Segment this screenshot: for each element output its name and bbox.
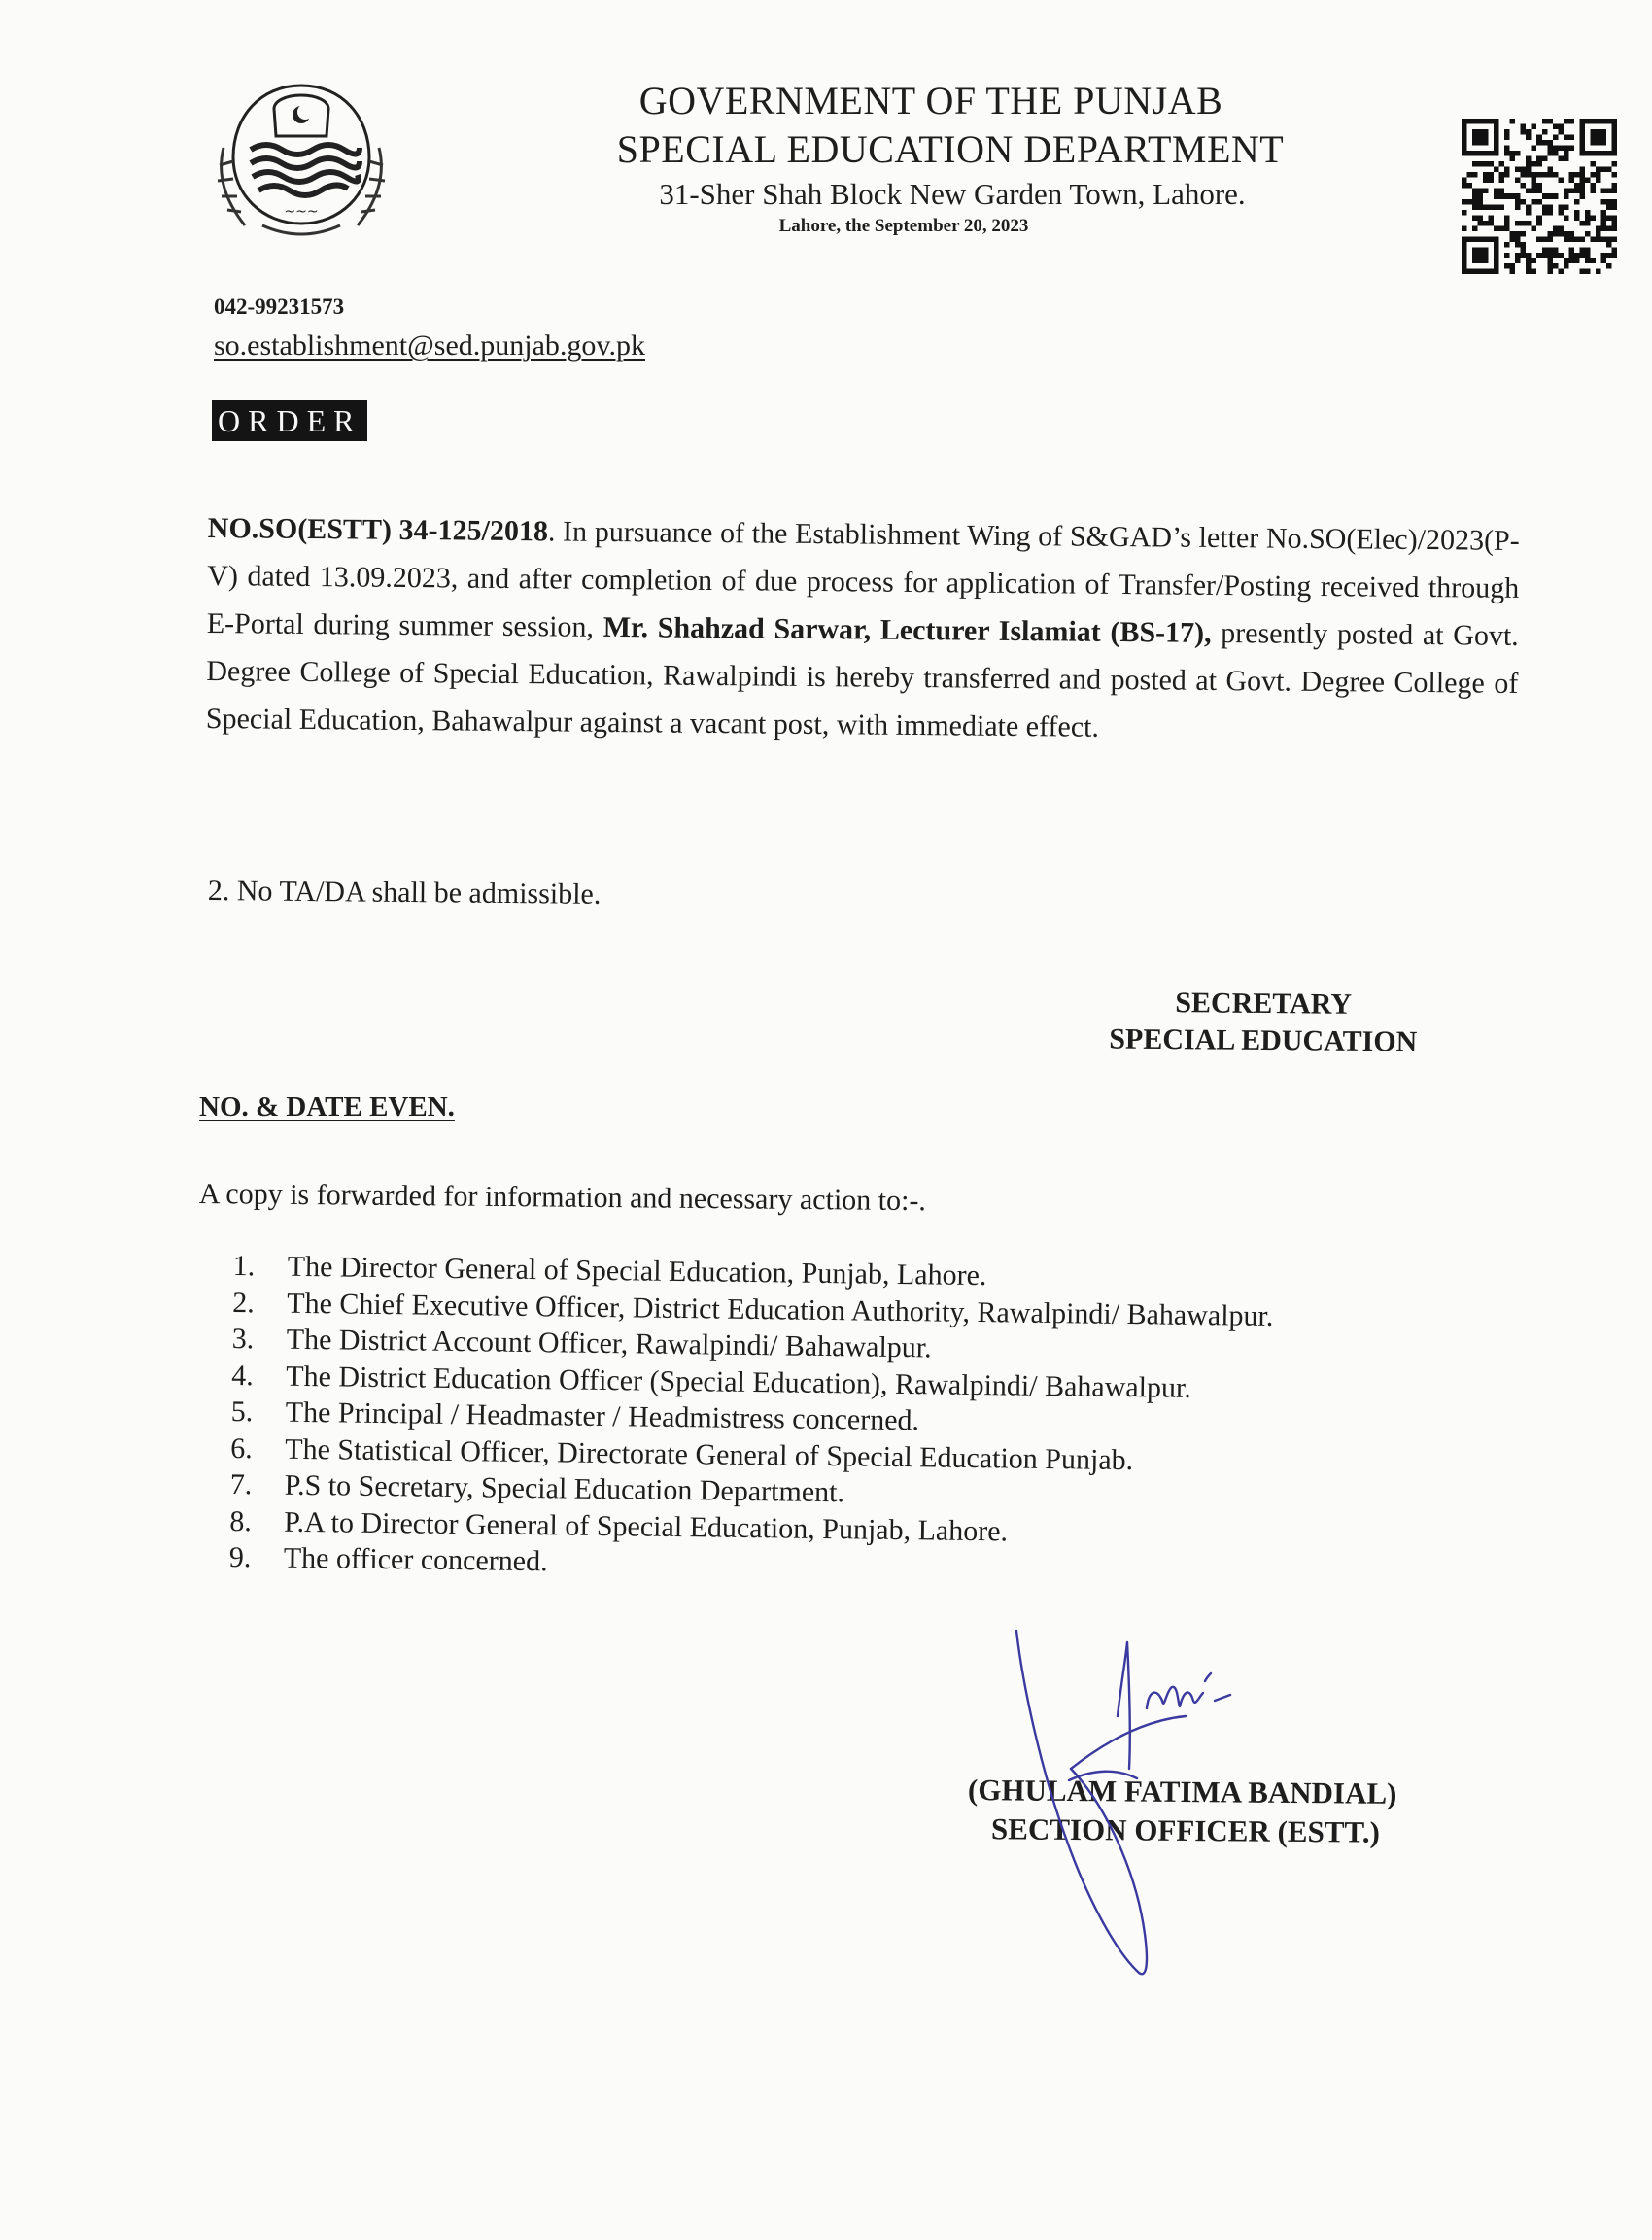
- officer-name: Mr. Shahzad Sarwar, Lecturer Islamiat (BS-17),: [602, 610, 1212, 649]
- list-item-text: The Director General of Special Education, Punjab, Lahore.: [287, 1250, 987, 1292]
- secretary-department: SPECIAL EDUCATION: [1109, 1022, 1418, 1058]
- date-even-heading: NO. & DATE EVEN.: [199, 1091, 455, 1122]
- list-item-text: P.S to Secretary, Special Education Department.: [284, 1468, 845, 1509]
- contact-phone: 042-99231573: [214, 294, 345, 319]
- list-item-text: The Principal / Headmaster / Headmistress concerned.: [285, 1396, 920, 1437]
- header-department-line: SPECIAL EDUCATION DEPARTMENT: [616, 127, 1285, 171]
- header-address: 31-Sher Shah Block New Garden Town, Lahore.: [659, 177, 1246, 211]
- secretary-title: SECRETARY: [1175, 986, 1353, 1020]
- list-item-number: 9.: [228, 1540, 252, 1574]
- list-item-text: P.A to Director General of Special Education, Punjab, Lahore.: [284, 1505, 1009, 1547]
- secretary-block: [1079, 983, 1449, 1061]
- copy-intro: A copy is forwarded for information and necessary action to:-.: [198, 1178, 927, 1218]
- list-item-number: 4.: [231, 1359, 254, 1392]
- header-date: Lahore, the September 20, 2023: [778, 216, 1029, 236]
- order-text-part1: . In pursuance of the Establishment Wing of S&GAD’s letter No.SO(Elec)/2023(P-V) dated 13.09.2023, and after completion of due process for application of Transfer/Posting received through E-Portal during summer session,: [206, 515, 1520, 643]
- order-title-text: ORDER: [218, 403, 362, 438]
- signatory-name: (GHULAM FATIMA BANDIAL): [967, 1773, 1397, 1810]
- list-item-number: 5.: [230, 1395, 254, 1429]
- order-reference-number: NO.SO(ESTT) 34-125/2018: [207, 511, 549, 548]
- order-paragraph-2: 2. No TA/DA shall be admissible.: [207, 875, 602, 911]
- order-text-part2: presently posted at Govt. Degree College of Special Education, Rawalpindi is hereby transferred and posted at Govt. Degree College of Special Education, Bahawalpur against a vacant post, with immediate effect.: [205, 616, 1519, 743]
- list-item-number: 2.: [232, 1286, 255, 1319]
- copy-list: [229, 1248, 1275, 1589]
- list-item-text: The District Education Officer (Special Education), Rawalpindi/ Bahawalpur.: [286, 1360, 1192, 1404]
- qr-code-icon: [1462, 119, 1617, 274]
- list-item-text: The Chief Executive Officer, District Education Authority, Rawalpindi/ Bahawalpur.: [287, 1287, 1274, 1332]
- handwritten-signature: [1001, 1623, 1254, 1982]
- svg-text:~~~: ~~~: [284, 204, 319, 220]
- list-item-number: 8.: [229, 1504, 253, 1537]
- list-item-number: 6.: [230, 1431, 254, 1465]
- signatory-title: SECTION OFFICER (ESTT.): [990, 1811, 1381, 1849]
- list-item-number: 1.: [232, 1249, 256, 1283]
- contact-email-link[interactable]: so.establishment@sed.punjab.gov.pk: [214, 329, 645, 362]
- header-government-line: GOVERNMENT OF THE PUNJAB: [638, 79, 1223, 122]
- list-item-text: The officer concerned.: [283, 1541, 548, 1578]
- order-title: [212, 400, 367, 441]
- list-item-text: The District Account Officer, Rawalpindi/ Bahawalpur.: [286, 1323, 932, 1364]
- list-item-number: 3.: [231, 1322, 255, 1356]
- order-paragraph: [206, 504, 1520, 755]
- list-item-number: 7.: [229, 1467, 253, 1501]
- list-item-text: The Statistical Officer, Directorate General of Special Education Punjab.: [285, 1432, 1134, 1476]
